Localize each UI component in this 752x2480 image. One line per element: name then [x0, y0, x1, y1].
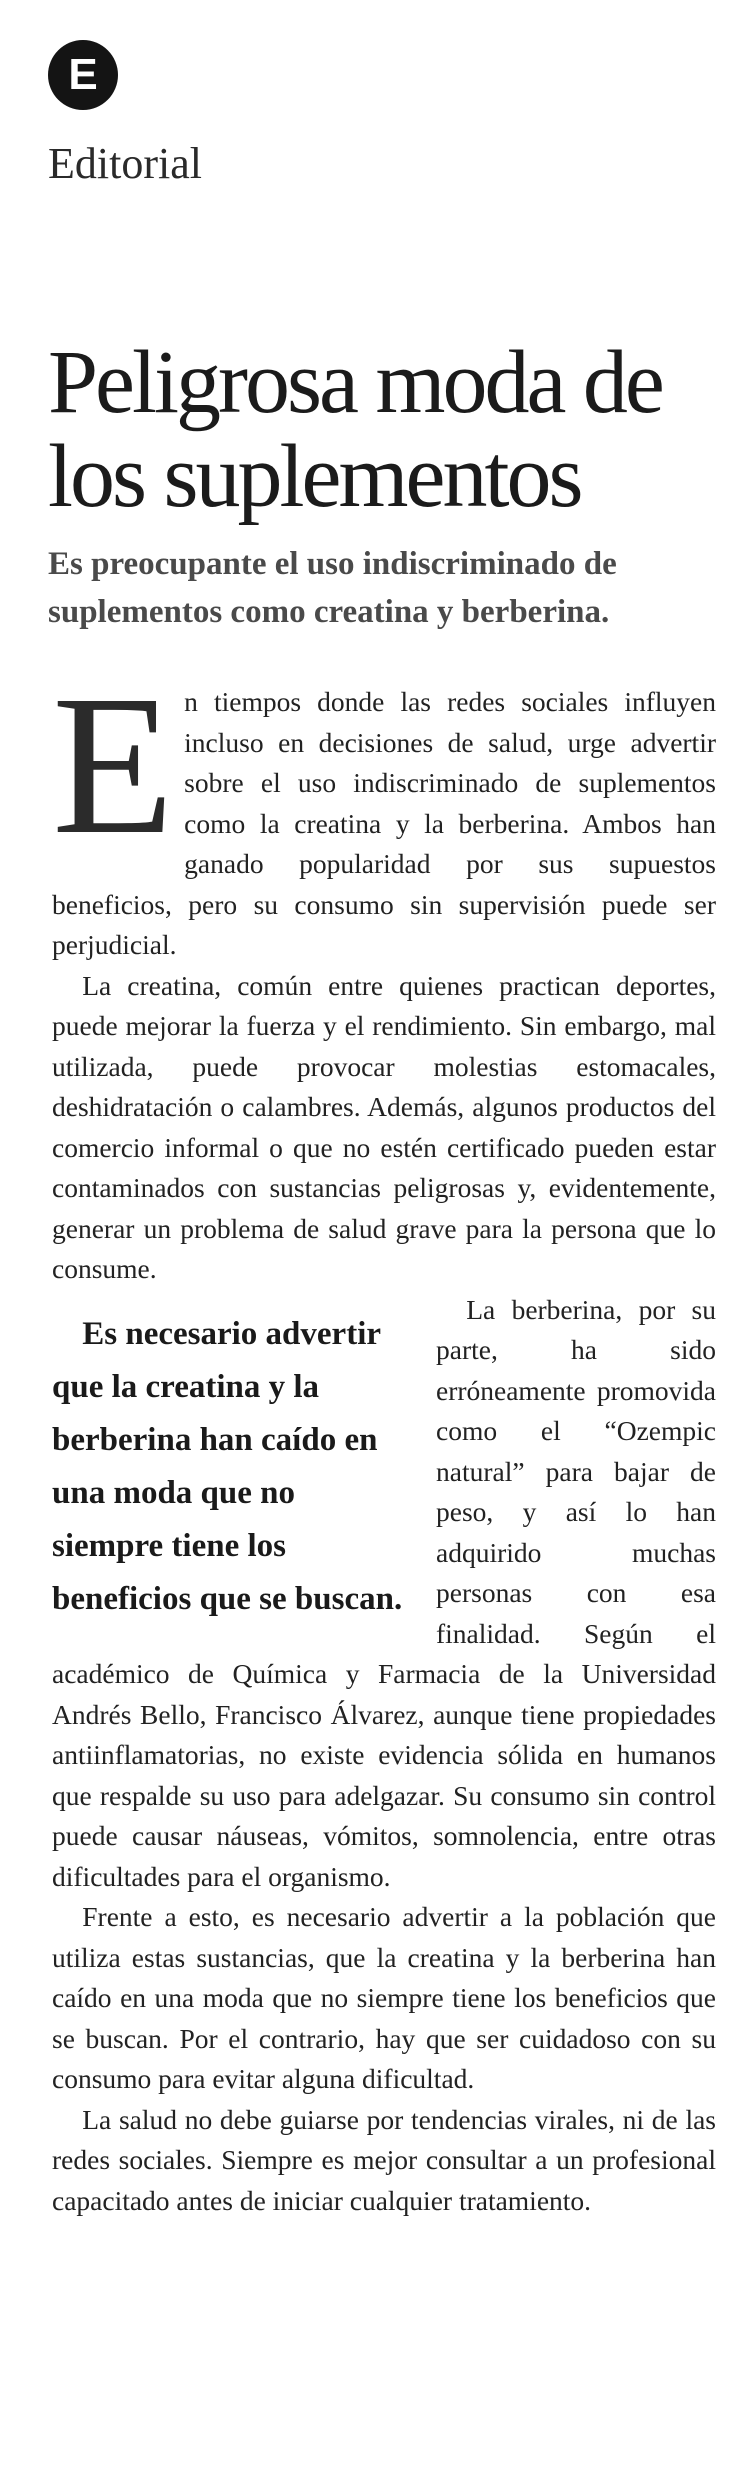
article-body [52, 655, 716, 2221]
pull-quote: Es necesario advertir que la creatina y la berberina han caído en una moda que no siempre tiene los beneficios que se buscan. [52, 1315, 403, 1617]
paragraph-1-text: n tiempos donde las redes sociales influyen incluso en decisiones de salud, urge advertir sobre el uso indiscriminado de suplementos como la creatina y la berberina. Ambos han ganado popularidad por sus supuestos beneficios, pero su consumo sin supervisión puede ser perjudicial. [52, 686, 716, 960]
paragraph-5: La salud no debe guiarse por tendencias virales, ni de las redes sociales. Siempre es mejor consultar a un profesional capacitado antes de iniciar cualquier tratamiento. [52, 2103, 716, 2216]
paragraph-1 [52, 655, 716, 966]
section-label: Editorial [48, 139, 202, 188]
deck-subtitle: Es preocupante el uso indiscriminado de suplementos como creatina y berberina. [48, 546, 617, 630]
paragraph-2: La creatina, común entre quienes practican deportes, puede mejorar la fuerza y el rendimiento. Sin embargo, mal utilizada, puede provocar molestias estomacales, deshidratación o calambres. Además, algunos productos del comercio informal o que no estén certificado pueden estar contaminados con sustancias peligrosas y, evidentemente, generar un problema de salud grave para la persona que lo consume. [52, 969, 716, 1284]
section-badge-icon: E [48, 40, 118, 110]
paragraph-3-text: La berberina, por su parte, ha sido erróneamente promovida como el “Ozempic natural” para bajar de peso, y así lo han adquirido muchas personas con esa finalidad. Según el académico de Química y Farmacia de la Universidad Andrés Bello, Francisco Álvarez, aunque tiene propiedades antiinflamatorias, no existe evidencia sólida en humanos que respalde su uso para adelgazar. Su consumo sin control puede causar náuseas, vómitos, somnolencia, entre otras dificultades para el organismo. [52, 1293, 716, 1892]
headline: Peligrosa moda de los suplementos [48, 333, 662, 526]
paragraph-3 [52, 1290, 716, 1898]
paragraph-4: Frente a esto, es necesario advertir a la población que utiliza estas sustancias, que la creatina y la berberina han caído en una moda que no siempre tiene los beneficios que se buscan. Por el contrario, hay que ser cuidadoso con su consumo para evitar alguna dificultad. [52, 1901, 716, 2094]
drop-cap: E [52, 655, 175, 876]
